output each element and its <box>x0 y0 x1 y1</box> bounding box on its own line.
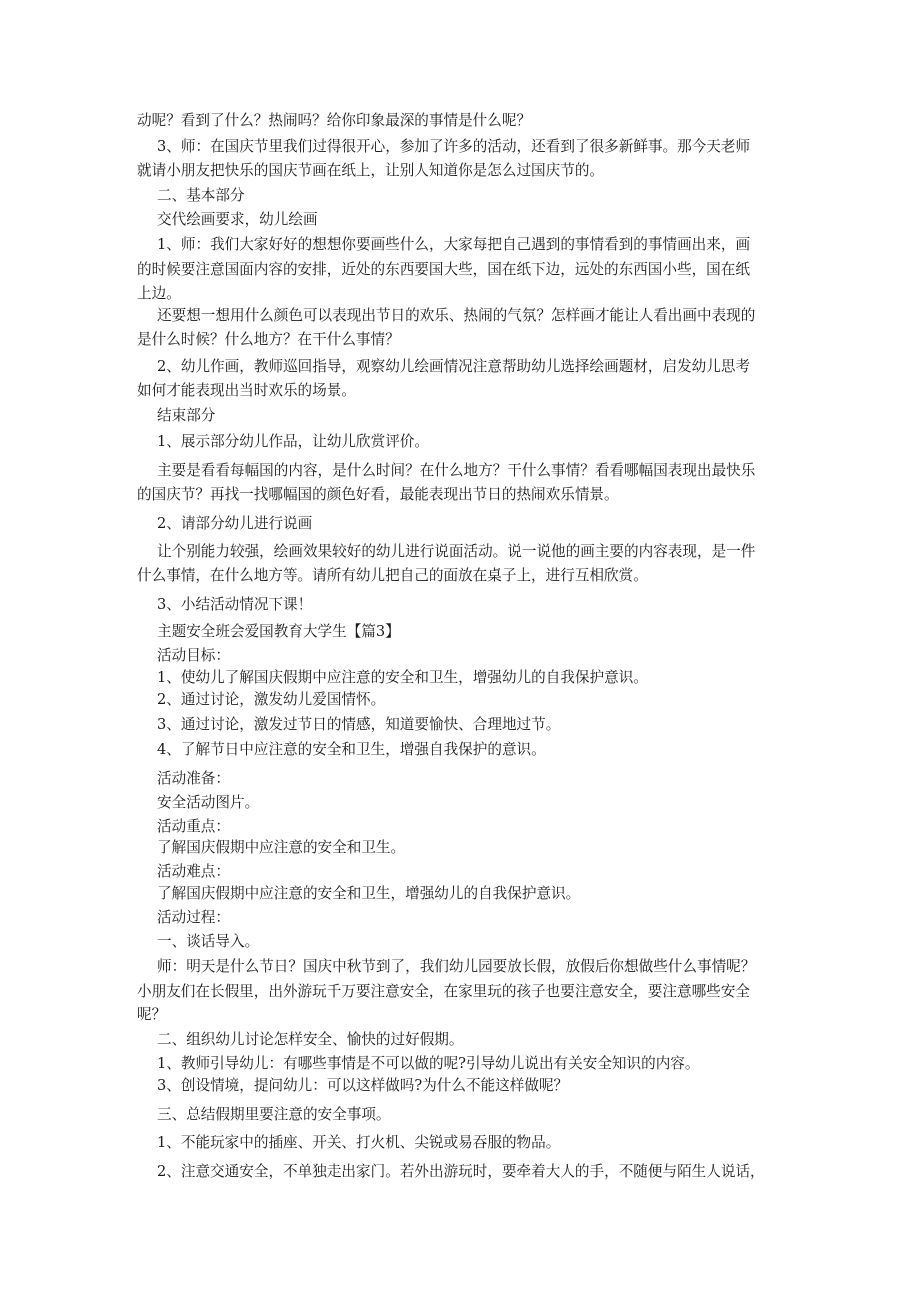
text-line: 交代绘画要求，幼儿绘画 <box>157 211 318 228</box>
text-line: 1、不能玩家中的插座、开关、打火机、尖锐或易吞服的物品。 <box>157 1134 561 1151</box>
text-line: 主要是看看每幅国的内容，是什么时间？在什么地方？干什么事情？看看哪幅国表现出最快乐 <box>157 462 756 479</box>
text-line: 让个别能力较强，绘画效果较好的幼儿进行说面活动。说一说他的画主要的内容表现，是一件 <box>157 543 756 560</box>
text-line: 活动重点： <box>157 818 230 835</box>
text-line: 如何才能表现出当时欢乐的场景。 <box>137 382 356 399</box>
text-line: 二、组织幼儿讨论怎样安全、愉快的过好假期。 <box>157 1031 464 1048</box>
text-line: 2、注意交通安全，不单独走出家门。若外出游玩时，要牵着大人的手，不随便与陌生人说话， <box>157 1163 765 1180</box>
text-line: 3、小结活动情况下课！ <box>157 596 313 613</box>
text-line: 4、了解节日中应注意的安全和卫生，增强自我保护的意识。 <box>157 741 546 758</box>
text-line: 动呢？看到了什么？热闹吗？给你印象最深的事情是什么呢？ <box>137 112 532 129</box>
text-line: 的国庆节？再找一找哪幅国的颜色好看，最能表现出节日的热闹欢乐情景。 <box>137 486 619 503</box>
text-line: 3、通过讨论，激发过节日的情感，知道要愉快、合理地过节。 <box>157 716 561 733</box>
text-line: 了解国庆假期中应注意的安全和卫生，增强幼儿的自我保护意识。 <box>157 885 581 902</box>
text-line: 呢？ <box>137 1006 167 1023</box>
text-line: 二、基本部分 <box>157 187 245 204</box>
text-line: 上边。 <box>137 285 181 302</box>
text-line: 还要想一想用什么颜色可以表现出节日的欢乐、热闹的气氛？怎样画才能让人看出画中表现的 <box>157 307 756 324</box>
text-line: 就请小朋友把快乐的国庆节画在纸上，让别人知道你是怎么过国庆节的。 <box>137 162 605 179</box>
text-line: 什么事情，在什么地方等。请所有幼儿把自己的面放在桌子上，进行互相欣赏。 <box>137 567 648 584</box>
text-line: 活动目标： <box>157 647 230 664</box>
text-line: 是什么时候？什么地方？在干什么事情？ <box>137 331 400 348</box>
text-line: 3、师：在国庆节里我们过得很开心，参加了许多的活动，还看到了很多新鲜事。那今天老师 <box>157 138 751 155</box>
text-line: 活动过程： <box>157 909 230 926</box>
text-line: 了解国庆假期中应注意的安全和卫生。 <box>157 839 406 856</box>
text-line: 1、师：我们大家好好的想想你要画些什么，大家每把自己遇到的事情看到的事情画出来，画 <box>157 236 751 253</box>
text-line: 小朋友们在长假里，出外游玩千万要注意安全，在家里玩的孩子也要注意安全，要注意哪些安全 <box>137 983 750 1000</box>
text-line: 三、总结假期里要注意的安全事项。 <box>157 1106 391 1123</box>
text-line: 活动难点： <box>157 863 230 880</box>
text-line: 1、展示部分幼儿作品，让幼儿欣赏评价。 <box>157 433 429 450</box>
text-line: 2、请部分幼儿进行说画 <box>157 515 313 532</box>
text-line: 主题安全班会爱国教育大学生【篇3】 <box>157 623 400 640</box>
text-line: 一、谈话导入。 <box>157 933 260 950</box>
text-line: 2、幼儿作画，教师巡回指导，观察幼儿绘画情况注意帮助幼儿选择绘画题材，启发幼儿思考 <box>157 358 751 375</box>
text-line: 3、创设情境，提问幼儿：可以这样做吗?为什么不能这样做呢？ <box>157 1077 569 1094</box>
text-line: 师：明天是什么节日？国庆中秋节到了，我们幼儿园要放长假，放假后你想做些什么事情呢？ <box>157 958 756 975</box>
text-line: 的时候要注意国面内容的安排，近处的东西要国大些，国在纸下边，远处的东西国小些，国在纸 <box>137 261 750 278</box>
text-line: 2、通过讨论，激发幼儿爱国情怀。 <box>157 691 386 708</box>
text-line: 活动准备： <box>157 770 230 787</box>
text-line: 安全活动图片。 <box>157 794 260 811</box>
text-line: 结束部分 <box>157 407 216 424</box>
text-line: 1、教师引导幼儿：有哪些事情是不可以做的呢?引导幼儿说出有关安全知识的内容。 <box>157 1055 700 1072</box>
text-line: 1、使幼儿了解国庆假期中应注意的安全和卫生，增强幼儿的自我保护意识。 <box>157 669 648 686</box>
